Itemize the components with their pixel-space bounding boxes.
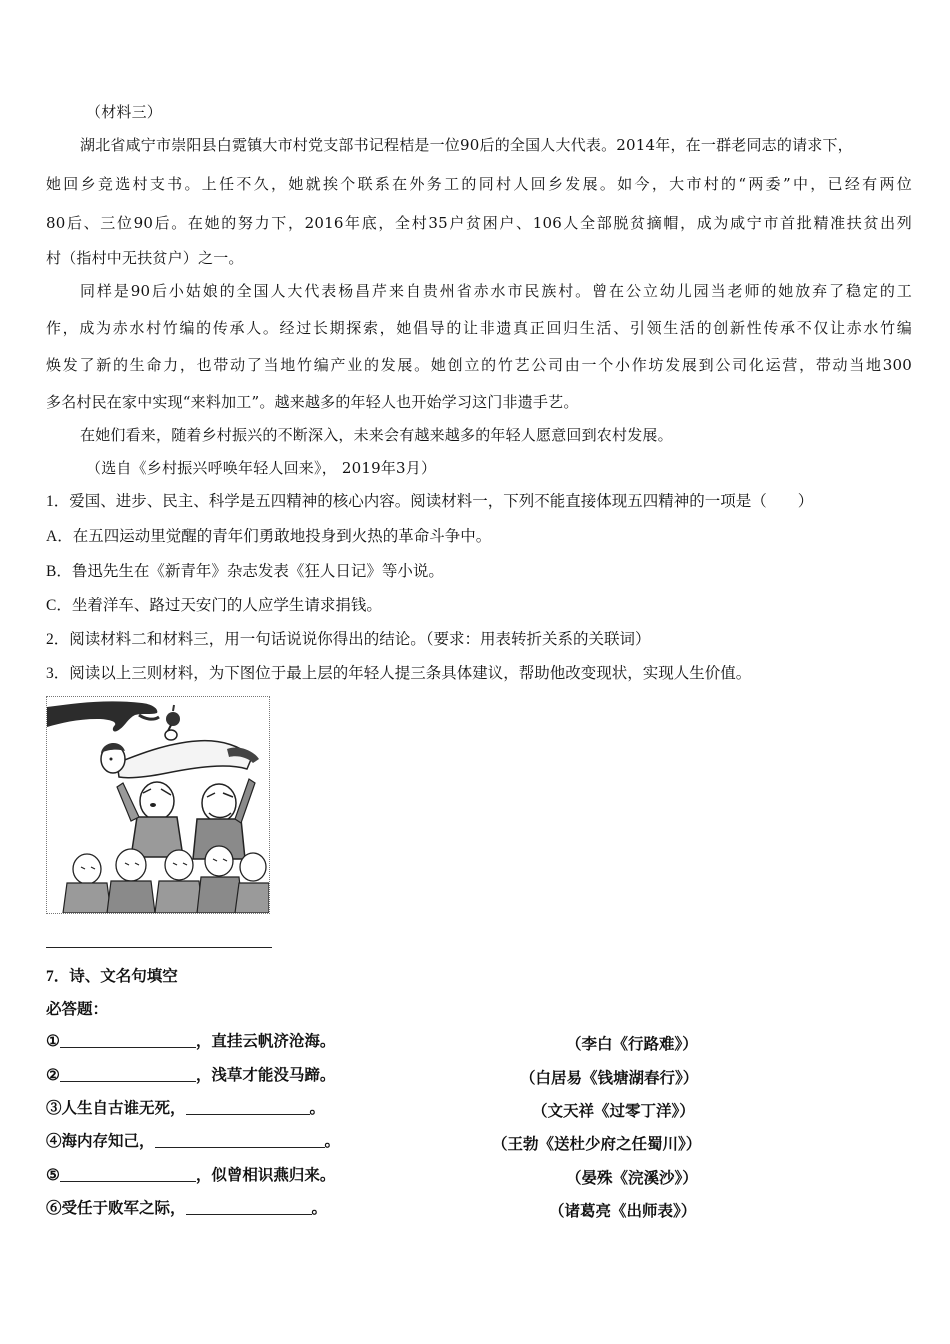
- item-source: （李白《行路难》）: [566, 1034, 698, 1053]
- cartoon-illustration: [46, 696, 270, 914]
- material3-p1-line4: 村（指村中无扶贫户）之一。: [46, 249, 244, 267]
- fill-blank[interactable]: [186, 1199, 312, 1215]
- fill-item-5: [46, 1166, 912, 1186]
- item-text: ，浅草才能没马蹄。: [195, 1067, 336, 1084]
- cartoon-drawing: [47, 697, 269, 913]
- fill-item-1: [46, 1032, 912, 1052]
- fill-item-3: [46, 1099, 912, 1119]
- answer-line: [46, 947, 272, 948]
- material3-heading: （材料三）: [86, 103, 163, 121]
- section7-title: 7．诗、文名句填空: [46, 968, 178, 985]
- item-number: ③: [46, 1100, 62, 1117]
- question-3: 3．阅读以上三则材料，为下图位于最上层的年轻人提三条具体建议，帮助他改变现状，实现人生价值。: [46, 665, 752, 682]
- fill-item-6: [46, 1199, 912, 1219]
- item-text: ，似曾相识燕归来。: [195, 1167, 336, 1184]
- material3-p1-line3: 80后、三位90后。在她的努力下，2016年底，全村35户贫困户、106人全部脱贫摘帽，成为咸宁市首批精准扶贫出列: [46, 214, 912, 232]
- item-text: 受任于败军之际，: [61, 1200, 186, 1217]
- question-1-option-c: C．坐着洋车、路过天安门的人应学生请求捐钱。: [46, 597, 382, 614]
- item-text-end: 。: [311, 1200, 328, 1217]
- fill-blank[interactable]: [60, 1066, 196, 1082]
- item-text-end: 。: [324, 1133, 341, 1150]
- item-source: （文天祥《过零丁洋》）: [532, 1101, 695, 1120]
- item-number: ⑤: [46, 1167, 60, 1184]
- item-number: ②: [46, 1067, 60, 1084]
- fill-blank[interactable]: [155, 1132, 325, 1148]
- required-label: 必答题：: [46, 1001, 109, 1018]
- item-source: （王勃《送杜少府之任蜀川》）: [492, 1134, 702, 1153]
- item-source: （诸葛亮《出师表》）: [549, 1201, 697, 1220]
- item-source: （白居易《钱塘湖春行》）: [520, 1068, 699, 1087]
- material3-p1-line2: 她回乡竞选村支书。上任不久，她就挨个联系在外务工的同村人回乡发展。如今，大市村的“两委”中，已经有两位: [46, 175, 912, 193]
- item-number: ①: [46, 1033, 60, 1050]
- question-1-option-b: B．鲁迅先生在《新青年》杂志发表《狂人日记》等小说。: [46, 563, 444, 580]
- material3-p2-line2: 作，成为赤水村竹编的传承人。经过长期探索，她倡导的让非遗真正回归生活、引领生活的创新性传承不仅让赤水竹编: [46, 319, 912, 337]
- item-source: （晏殊《浣溪沙》）: [566, 1168, 698, 1187]
- material3-source: （选自《乡村振兴呼唤年轻人回来》， 2019年3月）: [86, 459, 437, 477]
- question-1-option-a: A．在五四运动里觉醒的青年们勇敢地投身到火热的革命斗争中。: [46, 528, 492, 545]
- item-text: 海内存知己，: [61, 1133, 155, 1150]
- fill-item-2: [46, 1066, 912, 1086]
- item-text: 人生自古谁无死，: [61, 1100, 186, 1117]
- item-number: ④: [46, 1133, 62, 1150]
- fill-blank[interactable]: [60, 1166, 196, 1182]
- fill-blank[interactable]: [60, 1032, 196, 1048]
- question-2: 2．阅读材料二和材料三，用一句话说说你得出的结论。（要求：用表转折关系的关联词）: [46, 631, 651, 648]
- fill-item-4: [46, 1132, 912, 1152]
- material3-p2-line1: 同样是90后小姑娘的全国人大代表杨昌芹来自贵州省赤水市民族村。曾在公立幼儿园当老师的她放弃了稳定的工: [80, 282, 912, 300]
- item-number: ⑥: [46, 1200, 62, 1217]
- item-text-end: 。: [309, 1100, 326, 1117]
- material3-p2-line4: 多名村民在家中实现“来料加工”。越来越多的年轻人也开始学习这门非遗手艺。: [46, 393, 579, 411]
- material3-p2-line3: 焕发了新的生命力，也带动了当地竹编产业的发展。她创立的竹艺公司由一个小作坊发展到公司化运营，带动当地300: [46, 356, 912, 374]
- fill-blank[interactable]: [186, 1099, 310, 1115]
- question-1: 1．爱国、进步、民主、科学是五四精神的核心内容。阅读材料一，下列不能直接体现五四精神的一项是（ ）: [46, 493, 814, 510]
- material3-p1-line1: 湖北省咸宁市崇阳县白霓镇大市村党支部书记程桔是一位90后的全国人大代表。2014年，在一群老同志的请求下，: [80, 136, 853, 154]
- material3-p3: 在她们看来，随着乡村振兴的不断深入，未来会有越来越多的年轻人愿意回到农村发展。: [80, 426, 673, 444]
- item-text: ，直挂云帆济沧海。: [195, 1033, 336, 1050]
